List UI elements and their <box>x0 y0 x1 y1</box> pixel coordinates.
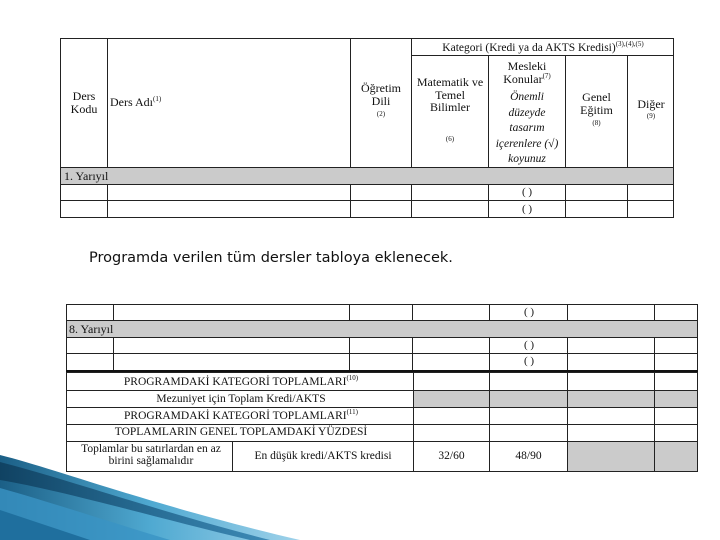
en-dusuk-label: En düşük kredi/AKTS kredisi <box>254 450 392 462</box>
mesleki-note: (7) <box>542 71 551 80</box>
decorative-swoosh <box>0 450 300 540</box>
design-checkbox[interactable]: ( ) <box>521 186 533 198</box>
ders-kodu-label: Ders Kodu <box>70 89 98 116</box>
mesleki-label <box>492 60 562 85</box>
kategori-toplamlari-label <box>76 375 406 388</box>
semester-row-8 <box>66 320 698 338</box>
bottom-table <box>66 304 698 472</box>
genel-note: (8) <box>592 119 601 127</box>
mesleki-text: Mesleki Konular <box>503 59 547 86</box>
semester-row-1 <box>60 167 674 185</box>
yuzde-label: TOPLAMLARIN GENEL TOPLAMDAKİ YÜZDESİ <box>114 426 368 438</box>
top-table <box>60 38 674 218</box>
mezuniyet-label: Mezuniyet için Toplam Kredi/AKTS <box>156 393 326 405</box>
kategori-toplamlari-2-text: PROGRAMDAKİ KATEGORİ TOPLAMLARI <box>124 409 347 422</box>
diger-note: (9) <box>646 112 656 120</box>
semester-label-8: 8. Yarıyıl <box>69 322 114 336</box>
design-checkbox[interactable]: ( ) <box>521 203 533 215</box>
kategori-text: Kategori (Kredi ya da AKTS Kredisi) <box>442 41 616 54</box>
ogretim-dili-label: Öğretim Dili <box>361 81 401 108</box>
kategori-label <box>414 41 672 54</box>
value-48-90: 48/90 <box>515 450 542 462</box>
kategori-toplamlari-note: (10) <box>346 374 359 382</box>
kategori-toplamlari-2-note: (11) <box>346 408 358 416</box>
kategori-toplamlari-text: PROGRAMDAKİ KATEGORİ TOPLAMLARI <box>123 375 347 388</box>
matematik-label: Matematik ve Temel Bilimler <box>416 75 484 115</box>
ders-adi-label <box>110 96 170 109</box>
kategori-toplamlari-2-label <box>76 409 406 422</box>
design-checkbox[interactable]: ( ) <box>523 355 535 367</box>
genel-label: Genel Eğitim <box>580 90 613 117</box>
semester-label-1: 1. Yarıyıl <box>64 169 109 183</box>
mesleki-italic-label: Önemli düzeyde tasarım içerenlere (√) koyunuz <box>495 91 559 166</box>
diger-label: Diğer <box>637 97 665 111</box>
value-32-60: 32/60 <box>438 450 465 462</box>
ogretim-dili-note: (2) <box>376 110 386 118</box>
kategori-note: (3),(4),(5) <box>615 40 644 48</box>
design-checkbox[interactable]: ( ) <box>523 306 535 318</box>
toplamlar-label: Toplamlar bu satırlardan en az birini sağlamalıdır <box>81 443 221 468</box>
ders-adi-text: Ders Adı <box>110 95 153 109</box>
design-checkbox[interactable]: ( ) <box>523 339 535 351</box>
note-text: Programda verilen tüm dersler tabloya eklenecek. <box>89 250 453 266</box>
ders-adi-note: (1) <box>153 95 162 103</box>
matematik-note: (6) <box>445 135 455 143</box>
